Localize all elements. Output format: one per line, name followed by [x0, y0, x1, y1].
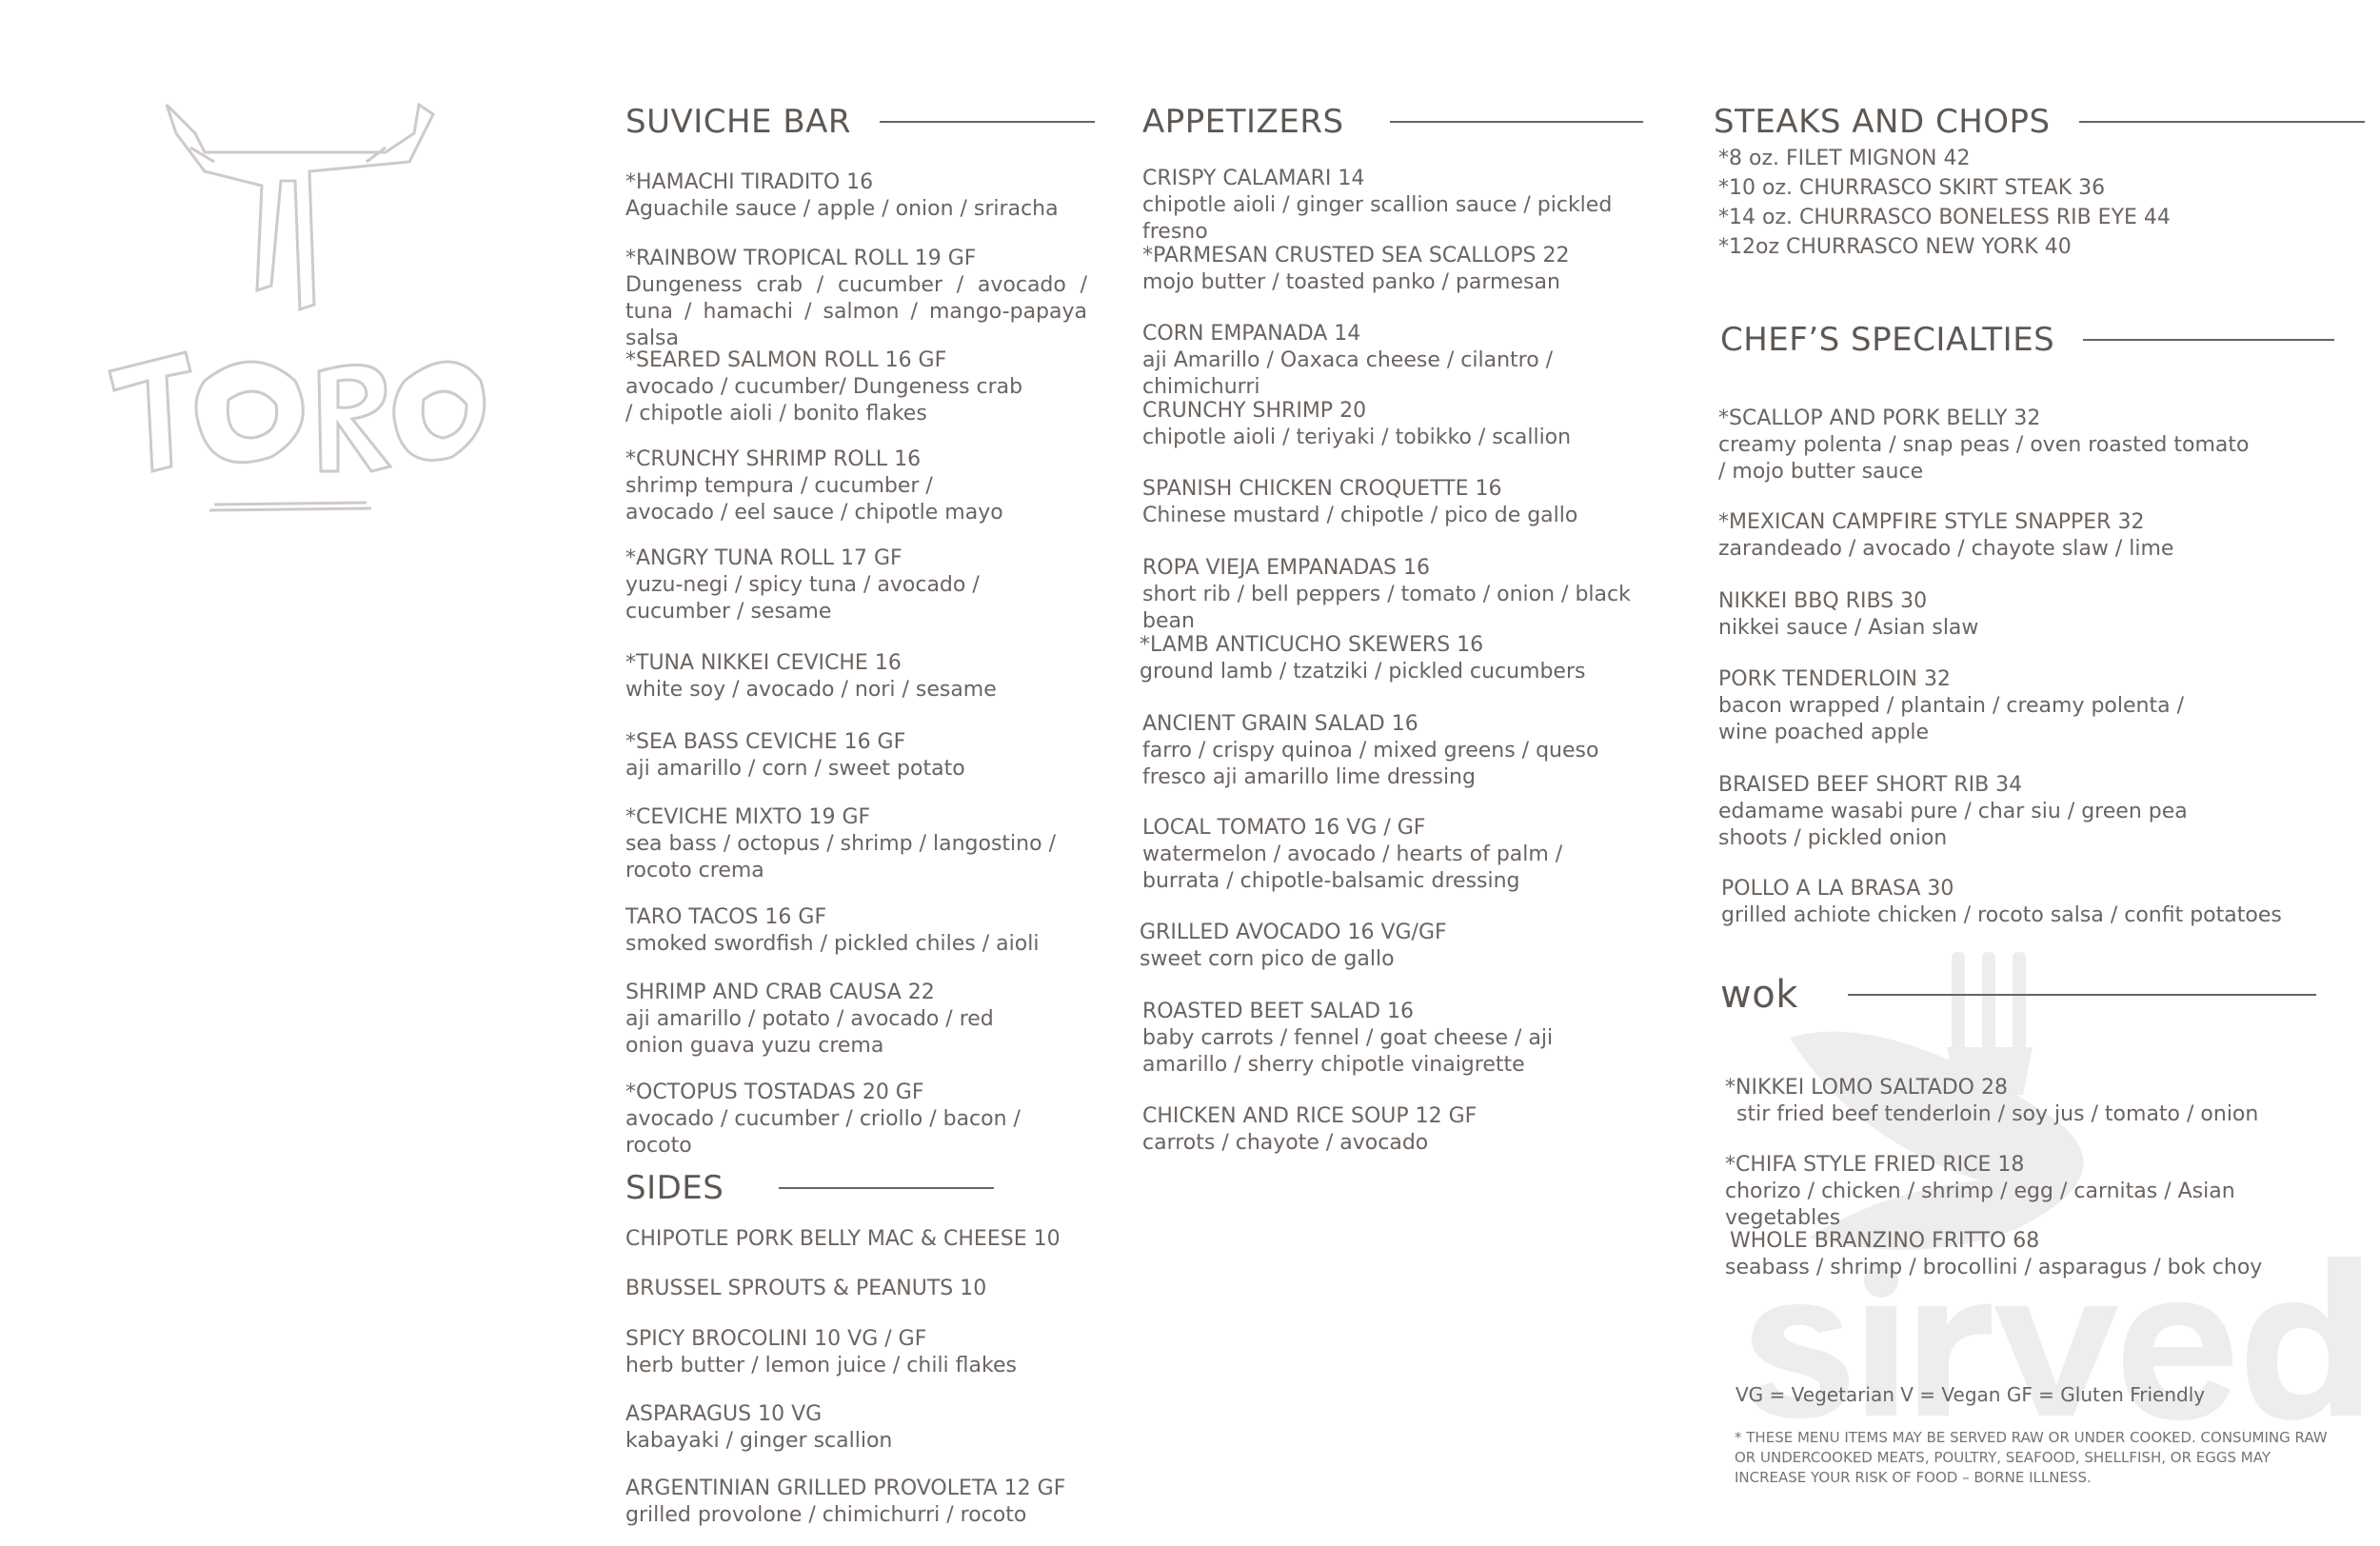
item-name: *NIKKEI LOMO SALTADO 28 — [1725, 1076, 2008, 1100]
menu-item — [625, 729, 1121, 783]
item-description: shrimp tempura / cucumber / avocado / eel sauce / chipotle mayo — [625, 474, 1003, 525]
item-description: herb butter / lemon juice / chili flakes — [625, 1354, 1017, 1378]
raw-food-disclaimer: * THESE MENU ITEMS MAY BE SERVED RAW OR UNDER COOKED. CONSUMING RAW OR UNDERCOOKED MEATS, POULTRY, SEAFOOD, SHELLFISH, OR EGGS MAY INCREASE YOUR RISK OF FOOD – BORNE ILLNESS. — [1735, 1429, 2328, 1486]
item-name: *MEXICAN CAMPFIRE STYLE SNAPPER 32 — [1718, 510, 2145, 534]
item-description: carrots / chayote / avocado — [1142, 1131, 1429, 1155]
menu-item — [1142, 711, 1637, 791]
item-description: chorizo / chicken / shrimp / egg / carnitas / Asian vegetables — [1725, 1179, 2235, 1230]
menu-item — [625, 1080, 1025, 1160]
item-name: BRUSSEL SPROUTS & PEANUTS 10 — [625, 1277, 987, 1300]
item-name: *HAMACHI TIRADITO 16 — [625, 170, 874, 194]
menu-item — [1142, 398, 1676, 451]
item-name: ROPA VIEJA EMPANADAS 16 — [1142, 556, 1430, 580]
menu-item — [625, 1326, 1121, 1379]
menu-item — [625, 1401, 1121, 1455]
menu-item — [1140, 920, 1673, 973]
item-name: *CHIFA STYLE FRIED RICE 18 — [1725, 1153, 2025, 1177]
steak-item: *10 oz. CHURRASCO SKIRT STEAK 36 — [1718, 176, 2106, 200]
item-description: farro / crispy quinoa / mixed greens / queso fresco aji amarillo lime dressing — [1142, 739, 1599, 789]
item-description: short rib / bell peppers / tomato / onion / black bean — [1142, 583, 1631, 633]
menu-item — [625, 980, 1025, 1060]
menu-item — [1142, 1103, 1676, 1157]
specialties-heading — [1720, 321, 2334, 359]
item-name: *RAINBOW TROPICAL ROLL 19 GF — [625, 247, 977, 270]
item-name: *OCTOPUS TOSTADAS 20 GF — [625, 1080, 924, 1104]
item-description: zarandeado / avocado / chayote slaw / lime — [1718, 537, 2174, 561]
item-name: SPICY BROCOLINI 10 VG / GF — [625, 1327, 927, 1351]
sides-title: SIDES — [625, 1169, 724, 1207]
suviche-bar-rule — [880, 121, 1095, 123]
item-name: *SEARED SALMON ROLL 16 GF — [625, 348, 947, 372]
item-name: GRILLED AVOCADO 16 VG/GF — [1140, 921, 1447, 944]
diet-legend: VG = Vegetarian V = Vegan GF = Gluten Friendly — [1735, 1383, 2206, 1406]
menu-item — [1142, 555, 1676, 635]
item-description: avocado / cucumber / criollo / bacon / rocoto — [625, 1107, 1021, 1158]
item-description: watermelon / avocado / hearts of palm / burrata / chipotle-balsamic dressing — [1142, 842, 1563, 893]
item-description: chipotle aioli / ginger scallion sauce / pickled fresno — [1142, 193, 1613, 244]
appetizers-rule — [1390, 121, 1643, 123]
item-name: BRAISED BEEF SHORT RIB 34 — [1718, 773, 2023, 797]
item-name: *SEA BASS CEVICHE 16 GF — [625, 730, 906, 754]
menu-item — [1725, 1228, 2296, 1281]
item-name: CHICKEN AND RICE SOUP 12 GF — [1142, 1104, 1478, 1128]
sides-heading — [625, 1169, 994, 1207]
item-name: ARGENTINIAN GRILLED PROVOLETA 12 GF — [625, 1477, 1066, 1500]
item-description: aji amarillo / potato / avocado / red onion guava yuzu crema — [625, 1007, 994, 1058]
item-description: chipotle aioli / teriyaki / tobikko / scallion — [1142, 426, 1572, 449]
specialties-title: CHEF’S SPECIALTIES — [1720, 321, 2055, 359]
wok-rule — [1848, 994, 2316, 996]
item-description: sea bass / octopus / shrimp / langostino / rocoto crema — [625, 832, 1056, 882]
menu-item — [625, 650, 1121, 704]
item-description: smoked swordfish / pickled chiles / aioli — [625, 932, 1040, 956]
item-name: CRUNCHY SHRIMP 20 — [1142, 399, 1367, 423]
menu-item — [1142, 166, 1676, 246]
toro-logo — [100, 95, 500, 524]
wok-heading — [1720, 973, 2316, 1017]
appetizers-title: APPETIZERS — [1142, 103, 1344, 141]
item-description: aji Amarillo / Oaxaca cheese / cilantro / chimichurri — [1142, 348, 1554, 399]
item-name: POLLO A LA BRASA 30 — [1721, 877, 1954, 901]
steaks-title: STEAKS AND CHOPS — [1714, 103, 2051, 141]
item-description: kabayaki / ginger scallion — [625, 1429, 893, 1453]
item-name: CHIPOTLE PORK BELLY MAC & CHEESE 10 — [625, 1227, 1061, 1251]
item-name: LOCAL TOMATO 16 VG / GF — [1142, 816, 1426, 840]
item-name: WHOLE BRANZINO FRITTO 68 — [1730, 1229, 2040, 1253]
sides-rule — [779, 1187, 994, 1189]
item-name: ANCIENT GRAIN SALAD 16 — [1142, 712, 1418, 736]
item-name: ROASTED BEET SALAD 16 — [1142, 1000, 1414, 1023]
item-name: *TUNA NIKKEI CEVICHE 16 — [625, 651, 902, 675]
menu-item — [625, 446, 1025, 526]
item-name: PORK TENDERLOIN 32 — [1718, 667, 1951, 691]
menu-item — [1142, 321, 1676, 401]
item-description: avocado / cucumber/ Dungeness crab / chipotle aioli / bonito flakes — [625, 375, 1023, 426]
menu-item — [1142, 999, 1637, 1079]
wok-title: wok — [1720, 973, 1798, 1017]
item-description: Aguachile sauce / apple / onion / sriracha — [625, 197, 1059, 221]
menu-item — [1142, 243, 1676, 296]
menu-item — [1725, 1075, 2296, 1128]
item-description: seabass / shrimp / brocollini / asparagus / bok choy — [1725, 1256, 2263, 1279]
item-description: mojo butter / toasted panko / parmesan — [1142, 270, 1560, 294]
item-description: grilled achiote chicken / rocoto salsa / confit potatoes — [1721, 903, 2282, 927]
menu-item — [625, 1276, 1121, 1302]
item-name: SHRIMP AND CRAB CAUSA 22 — [625, 981, 935, 1004]
menu-item — [625, 169, 1121, 223]
menu-item — [625, 246, 1087, 352]
menu-item — [625, 1476, 1121, 1529]
item-name: *ANGRY TUNA ROLL 17 GF — [625, 546, 902, 570]
item-name: ASPARAGUS 10 VG — [625, 1402, 823, 1426]
toro-logo-art — [100, 95, 500, 524]
menu-item — [1725, 1152, 2334, 1232]
item-name: SPANISH CHICKEN CROQUETTE 16 — [1142, 477, 1502, 501]
menu-item — [625, 904, 1121, 958]
item-description: Chinese mustard / chipotle / pico de gallo — [1142, 504, 1578, 527]
menu-item — [1142, 815, 1571, 895]
item-name: *LAMB ANTICUCHO SKEWERS 16 — [1140, 633, 1484, 657]
item-description: yuzu-negi / spicy tuna / avocado / cucumber / sesame — [625, 573, 980, 624]
item-name: CORN EMPANADA 14 — [1142, 322, 1361, 346]
menu-item — [1718, 406, 2251, 486]
item-description: sweet corn pico de gallo — [1140, 947, 1395, 971]
specialties-rule — [2083, 339, 2334, 341]
suviche-bar-title: SUVICHE BAR — [625, 103, 852, 141]
item-description: baby carrots / fennel / goat cheese / aji amarillo / sherry chipotle vinaigrette — [1142, 1026, 1554, 1077]
steaks-heading — [1714, 103, 2365, 141]
menu-item — [1721, 876, 2292, 929]
steak-item: *14 oz. CHURRASCO BONELESS RIB EYE 44 — [1718, 206, 2171, 229]
menu-item — [625, 347, 1025, 427]
item-name: NIKKEI BBQ RIBS 30 — [1718, 589, 1928, 613]
suviche-bar-heading — [625, 103, 1095, 141]
steak-item: *12oz CHURRASCO NEW YORK 40 — [1718, 235, 2072, 259]
item-description: nikkei sauce / Asian slaw — [1718, 616, 1979, 640]
item-description: Dungeness crab / cucumber / avocado / tuna / hamachi / salmon / mango-papaya salsa — [625, 273, 1087, 350]
menu-item — [1142, 476, 1676, 529]
item-name: *SCALLOP AND PORK BELLY 32 — [1718, 406, 2041, 430]
appetizers-heading — [1142, 103, 1643, 141]
menu-item — [1718, 666, 2213, 746]
item-name: TARO TACOS 16 GF — [625, 905, 827, 929]
steak-item: *8 oz. FILET MIGNON 42 — [1718, 147, 1971, 170]
menu-item — [1718, 588, 2251, 642]
item-description: creamy polenta / snap peas / oven roasted tomato / mojo butter sauce — [1718, 433, 2250, 484]
item-description: bacon wrapped / plantain / creamy polenta / wine poached apple — [1718, 694, 2184, 744]
menu-item — [625, 545, 987, 625]
menu-item — [1718, 509, 2251, 563]
item-description: grilled provolone / chimichurri / rocoto — [625, 1503, 1027, 1527]
item-name: *PARMESAN CRUSTED SEA SCALLOPS 22 — [1142, 244, 1570, 268]
item-name: CRISPY CALAMARI 14 — [1142, 167, 1365, 190]
item-description: stir fried beef tenderloin / soy jus / tomato / onion — [1736, 1102, 2259, 1126]
item-description: aji amarillo / corn / sweet potato — [625, 757, 965, 781]
item-name: *CEVICHE MIXTO 19 GF — [625, 805, 871, 829]
menu-item — [1718, 772, 2251, 852]
item-name: *CRUNCHY SHRIMP ROLL 16 — [625, 447, 922, 471]
steaks-rule — [2079, 121, 2365, 123]
menu-item — [625, 804, 1092, 884]
menu-item — [1140, 632, 1673, 685]
menu-item — [625, 1226, 1121, 1253]
item-description: white soy / avocado / nori / sesame — [625, 678, 997, 702]
item-description: edamame wasabi pure / char siu / green pea shoots / pickled onion — [1718, 800, 2188, 850]
item-description: ground lamb / tzatziki / pickled cucumbers — [1140, 660, 1586, 684]
